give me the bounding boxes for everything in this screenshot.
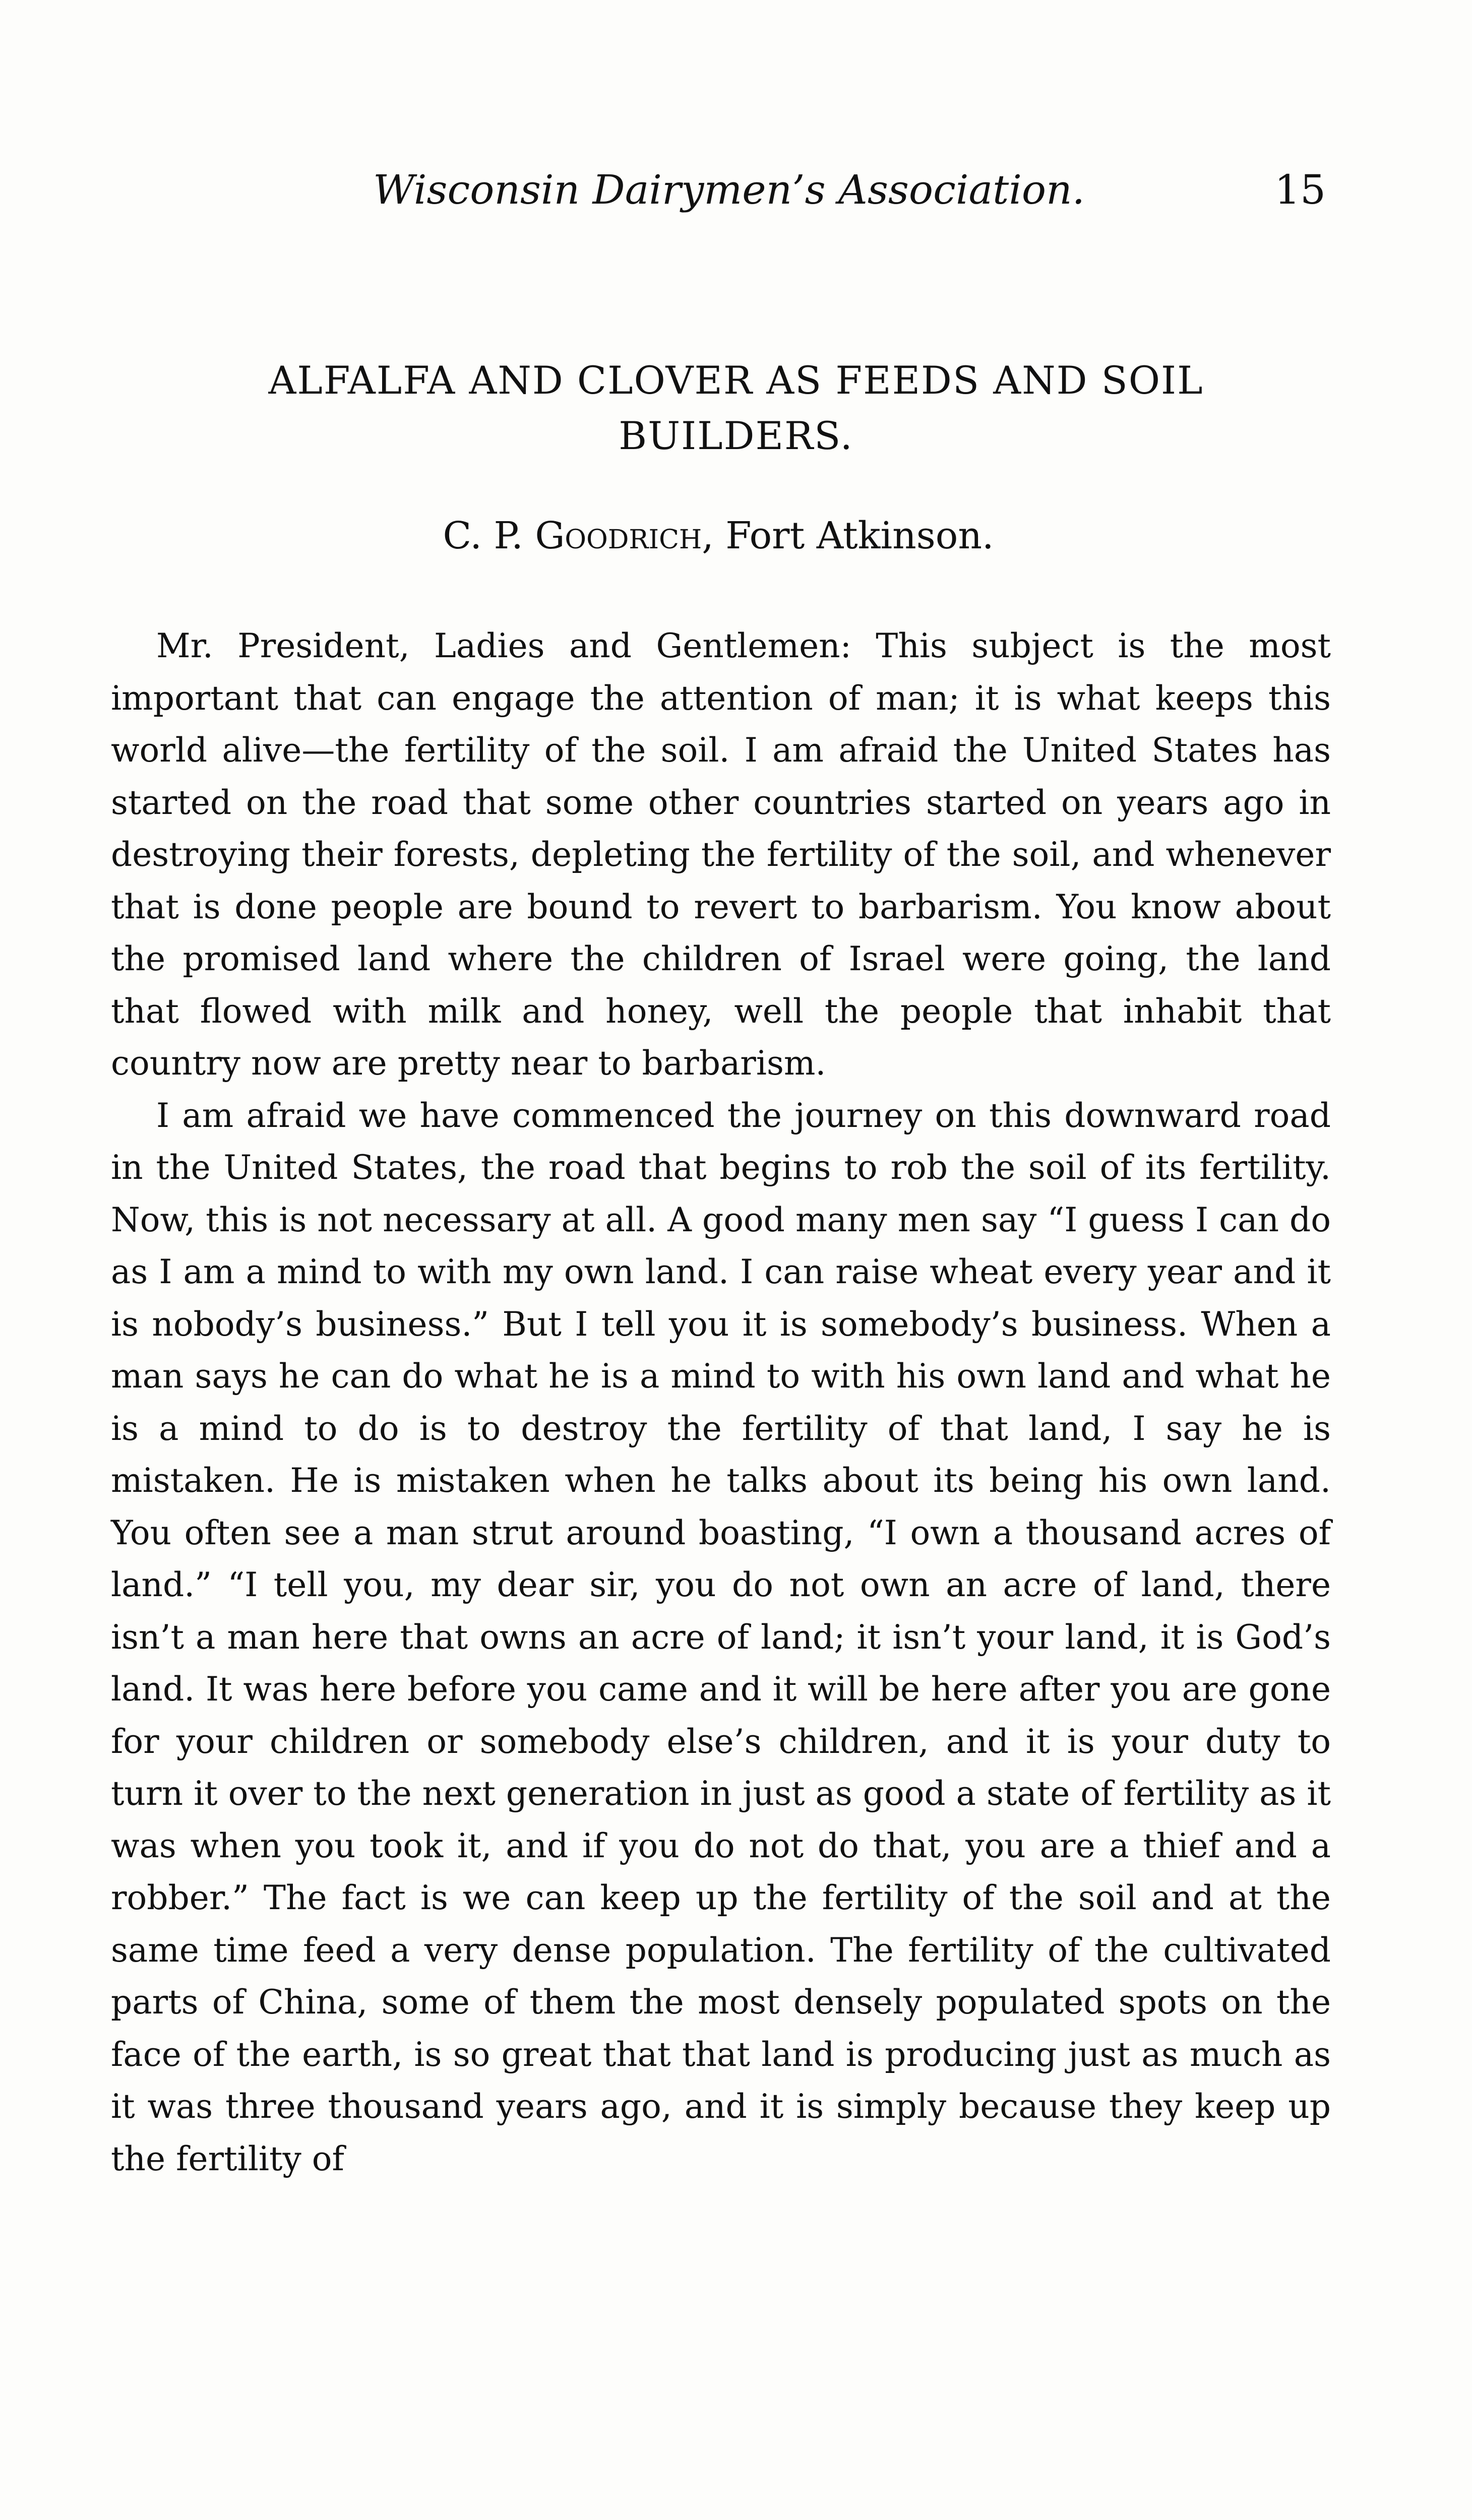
page-number: 15 — [1274, 166, 1326, 213]
running-header — [111, 166, 1326, 227]
article-body — [111, 620, 1331, 2185]
author-name: C. P. Goodrich, — [443, 514, 714, 557]
paragraph: I am afraid we have commenced the journey on this downward road in the United States, the road that begins to rob the soil of its fertility. Now, this is not necessary at all. A good many men say “I guess I can do as I am a mind to with my own land. I can raise wheat every year and it is nobody’s business.” But I tell you it is somebody’s business. When a man says he can do what he is a mind to with his own land and what he is a mind to do is to destroy the fertility of that land, I say he is mistaken. He is mistaken when he talks about its being his own land. You often see a man strut around boasting, “I own a thousand acres of land.” “I tell you, my dear sir, you do not own an acre of land, there isn’t a man here that owns an acre of land; it isn’t your land, it is God’s land. It was here before you came and it will be here after you are gone for your children or somebody else’s children, and it is your duty to turn it over to the next generation in just as good a state of fertility as it was when you took it, and if you do not do that, you are a thief and a robber.” The fact is we can keep up the fertility of the soil and at the same time feed a very dense population. The fertility of the cultivated parts of China, some of them the most densely populated spots on the face of the earth, is so great that that land is producing just as much as it was three thousand years ago, and it is simply because they keep up the fertility of — [111, 1096, 1331, 2178]
paragraph: Mr. President, Ladies and Gentlemen: This subject is the most important that can engage the attention of man; it is what keeps this world alive—the fertility of the soil. I am afraid the United States has started on the road that some other countries started on years ago in destroying their forests, depleting the fertility of the soil, and whenever that is done people are bound to revert to barbarism. You know about the promised land where the children of Israel were going, the land that flowed with milk and honey, well the people that inhabit that country now are pretty near to barbarism. — [111, 626, 1331, 1083]
author-location: Fort Atkinson. — [725, 514, 994, 557]
byline — [111, 514, 1326, 557]
article-title: ALFALFA AND CLOVER AS FEEDS AND SOIL BUILDERS. — [268, 358, 1204, 458]
running-title: Wisconsin Dairymen’s Association. — [373, 166, 1085, 213]
